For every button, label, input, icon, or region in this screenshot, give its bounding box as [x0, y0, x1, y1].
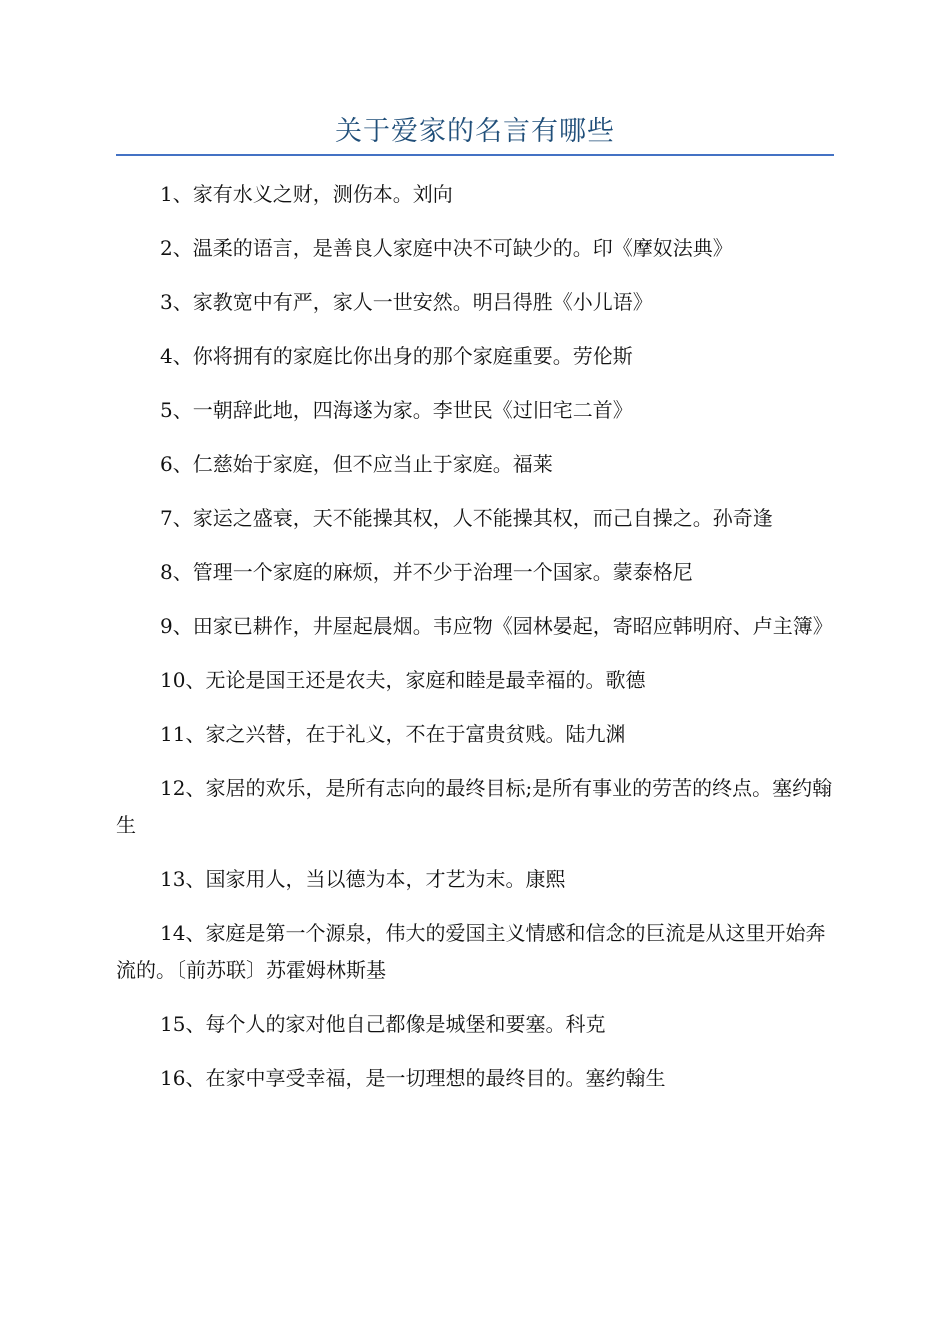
quote-item: 2、温柔的语言，是善良人家庭中决不可缺少的。印《摩奴法典》 [160, 236, 733, 260]
title-underline [116, 154, 834, 156]
quote-item: 1、家有水义之财，测伤本。刘向 [160, 182, 453, 206]
quote-item: 5、一朝辞此地，四海遂为家。李世民《过旧宅二首》 [160, 398, 633, 422]
quote-item: 16、在家中享受幸福，是一切理想的最终目的。塞约翰生 [160, 1066, 666, 1090]
quote-item: 9、田家已耕作，井屋起晨烟。韦应物《园林晏起，寄昭应韩明府、卢主簿》 [160, 614, 833, 638]
document-title: 关于爱家的名言有哪些 [335, 116, 615, 147]
quote-item: 15、每个人的家对他自己都像是城堡和要塞。科克 [160, 1012, 606, 1036]
quote-item: 4、你将拥有的家庭比你出身的那个家庭重要。劳伦斯 [160, 344, 633, 368]
quote-item: 10、无论是国王还是农夫，家庭和睦是最幸福的。歌德 [160, 668, 646, 692]
quote-item: 8、管理一个家庭的麻烦，并不少于治理一个国家。蒙泰格尼 [160, 560, 693, 584]
quote-item: 6、仁慈始于家庭，但不应当止于家庭。福莱 [160, 452, 553, 476]
quote-item: 12、家居的欢乐，是所有志向的最终目标;是所有事业的劳苦的终点。塞约翰生 [116, 776, 833, 837]
quote-item: 14、家庭是第一个源泉，伟大的爱国主义情感和信念的巨流是从这里开始奔流的。〔前苏联〕苏霍姆林斯基 [116, 921, 826, 982]
quote-item: 3、家教宽中有严，家人一世安然。明吕得胜《小儿语》 [160, 290, 653, 314]
quote-list [116, 176, 834, 1114]
quote-item: 11、家之兴替，在于礼义，不在于富贵贫贱。陆九渊 [160, 722, 626, 746]
quote-item: 7、家运之盛衰，天不能操其权，人不能操其权，而己自操之。孙奇逢 [160, 506, 773, 530]
quote-item: 13、国家用人，当以德为本，才艺为末。康熙 [160, 867, 566, 891]
